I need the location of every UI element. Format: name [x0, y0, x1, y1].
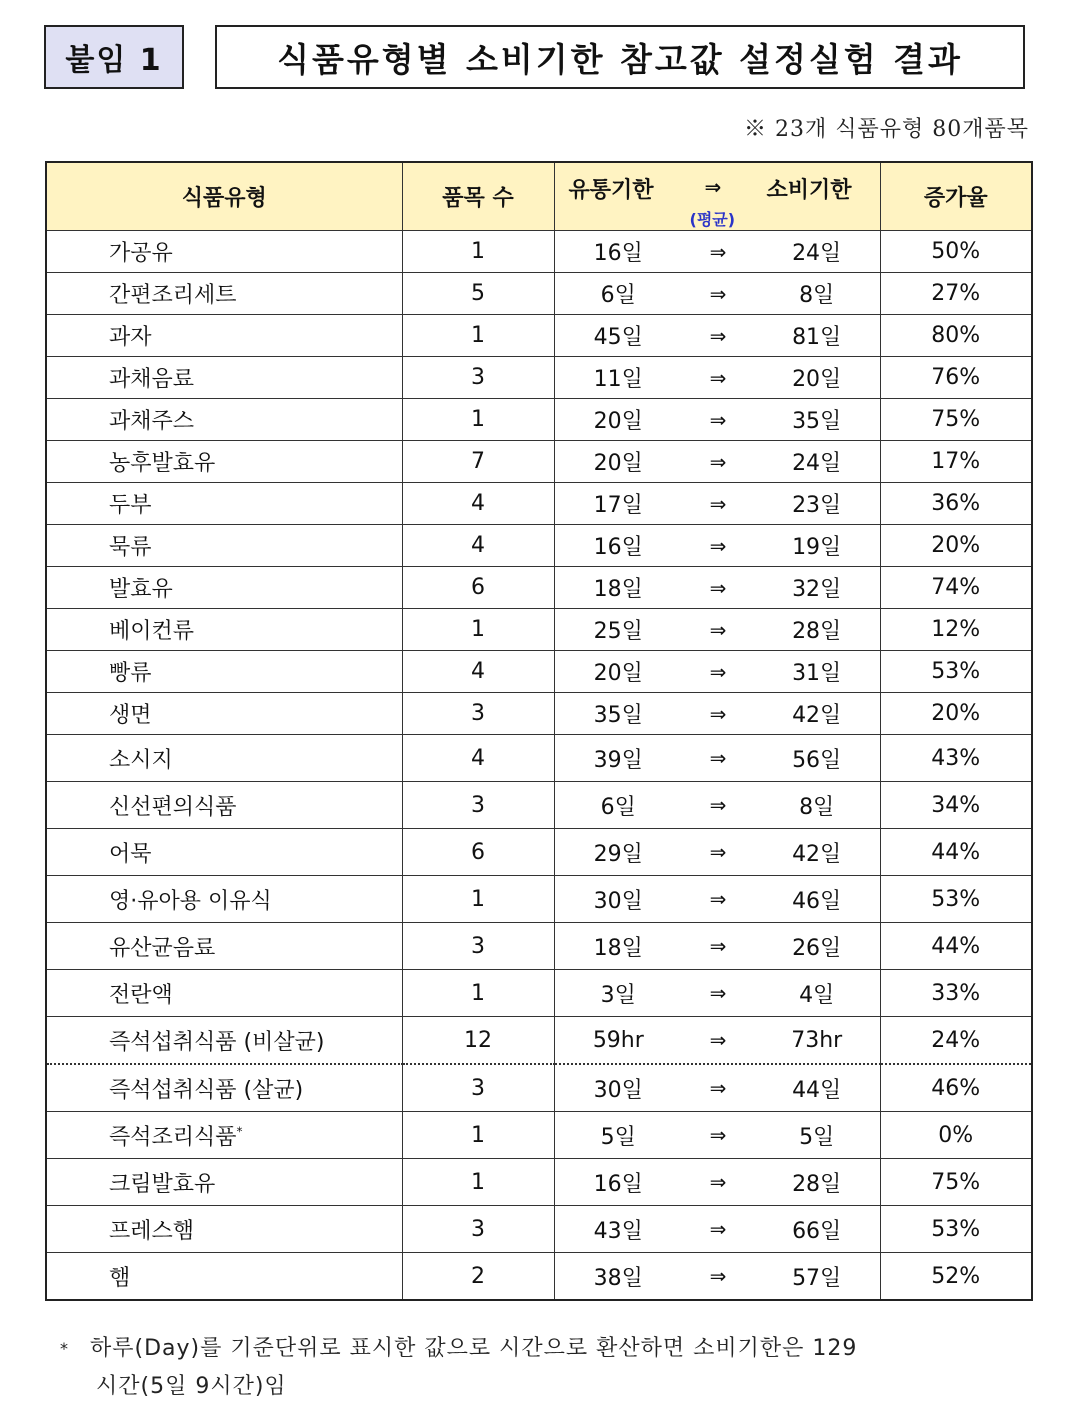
- cell-item-count: 3: [402, 357, 554, 399]
- cell-food-type: [46, 315, 402, 357]
- cell-item-count: 4: [402, 735, 554, 782]
- arrow-icon: ⇒: [709, 1028, 727, 1052]
- results-table: [45, 161, 1033, 1301]
- arrow-icon: ⇒: [709, 617, 727, 642]
- table-row: [46, 1017, 1032, 1065]
- table-row: [46, 525, 1032, 567]
- header-period: [554, 162, 880, 231]
- table-row: [46, 315, 1032, 357]
- table-row: [46, 970, 1032, 1017]
- cell-increase-rate: 53%: [880, 1206, 1032, 1253]
- cell-food-type: [46, 441, 402, 483]
- cell-expiration: 20일: [593, 451, 643, 476]
- cell-period: [554, 525, 880, 567]
- cell-expiration: 39일: [593, 747, 643, 773]
- cell-increase-rate: 53%: [880, 651, 1032, 693]
- arrow-icon: ⇒: [709, 981, 727, 1005]
- header-item-count: 품목 수: [402, 162, 554, 231]
- cell-expiration: 16일: [593, 1171, 643, 1197]
- cell-food-type: [46, 399, 402, 441]
- cell-period: [554, 441, 880, 483]
- cell-use-by: 8일: [799, 794, 835, 820]
- cell-expiration: 6일: [600, 794, 636, 820]
- cell-food-type: [46, 1064, 402, 1112]
- cell-expiration: 17일: [593, 493, 643, 518]
- cell-expiration: 29일: [593, 841, 643, 867]
- arrow-icon: ⇒: [709, 407, 727, 432]
- cell-increase-rate: 33%: [880, 970, 1032, 1017]
- table-row: [46, 231, 1032, 273]
- cell-use-by: 42일: [792, 841, 842, 867]
- table-row: [46, 1064, 1032, 1112]
- arrow-icon: ⇒: [709, 575, 727, 600]
- table-row: [46, 441, 1032, 483]
- cell-food-type-text: 프레스햄: [109, 1218, 195, 1244]
- table-row: [46, 829, 1032, 876]
- cell-item-count: 1: [402, 1112, 554, 1159]
- cell-use-by: 81일: [792, 325, 842, 350]
- cell-expiration: 20일: [593, 409, 643, 434]
- arrow-icon: ⇒: [709, 449, 727, 474]
- cell-item-count: 3: [402, 1206, 554, 1253]
- cell-item-count: 2: [402, 1253, 554, 1301]
- cell-increase-rate: 27%: [880, 273, 1032, 315]
- cell-period: [554, 567, 880, 609]
- cell-food-type-text: 즉석섭취식품 (살균): [109, 1077, 304, 1103]
- table-row: [46, 609, 1032, 651]
- table-row: [46, 1206, 1032, 1253]
- cell-expiration: 30일: [593, 1077, 643, 1103]
- arrow-icon: ⇒: [709, 1123, 727, 1147]
- cell-expiration: 25일: [593, 619, 643, 644]
- cell-food-type: [46, 525, 402, 567]
- cell-increase-rate: 44%: [880, 923, 1032, 970]
- table-row: [46, 1112, 1032, 1159]
- cell-use-by: 20일: [792, 367, 842, 392]
- cell-period: [554, 315, 880, 357]
- cell-period: [554, 693, 880, 735]
- cell-expiration: 30일: [593, 888, 643, 914]
- header-use-by-date: 소비기한: [766, 178, 852, 203]
- header-expiration-date: 유통기한: [568, 178, 654, 203]
- arrow-icon: ⇒: [709, 533, 727, 558]
- cell-food-type: [46, 829, 402, 876]
- table-row: [46, 693, 1032, 735]
- cell-food-type: [46, 567, 402, 609]
- cell-use-by: 42일: [792, 703, 842, 728]
- cell-use-by: 44일: [792, 1077, 842, 1103]
- cell-use-by: 28일: [792, 619, 842, 644]
- table-header-row: [46, 162, 1032, 231]
- cell-food-type: [46, 970, 402, 1017]
- cell-expiration: 3일: [600, 982, 636, 1008]
- cell-food-type: [46, 483, 402, 525]
- cell-expiration: 18일: [593, 577, 643, 602]
- cell-food-type: [46, 923, 402, 970]
- arrow-icon: ⇒: [709, 1170, 727, 1194]
- arrow-icon: ⇒: [709, 1264, 727, 1288]
- cell-expiration: 18일: [593, 935, 643, 961]
- cell-item-count: 5: [402, 273, 554, 315]
- table-row: [46, 483, 1032, 525]
- table-row: [46, 876, 1032, 923]
- cell-use-by: 19일: [792, 535, 842, 560]
- table-row: [46, 357, 1032, 399]
- cell-food-type: [46, 693, 402, 735]
- cell-food-type-text: 묵류: [109, 535, 152, 560]
- cell-food-type: [46, 651, 402, 693]
- header-increase-rate: 증가율: [880, 162, 1032, 231]
- cell-food-type-text: 베이컨류: [109, 619, 195, 644]
- cell-period: [554, 273, 880, 315]
- cell-period: [554, 1253, 880, 1301]
- summary-note: ※ 23개 식품유형 80개품목: [744, 117, 1029, 142]
- cell-food-type: [46, 1017, 402, 1065]
- cell-use-by: 57일: [792, 1265, 842, 1291]
- cell-increase-rate: 46%: [880, 1064, 1032, 1112]
- cell-use-by: 56일: [792, 747, 842, 773]
- cell-period: [554, 829, 880, 876]
- cell-expiration: 6일: [600, 283, 636, 308]
- footnote-line-2: 시간(5일 9시간)임: [96, 1374, 287, 1399]
- arrow-icon: ⇒: [709, 701, 727, 726]
- arrow-icon: ⇒: [709, 840, 727, 864]
- cell-increase-rate: 74%: [880, 567, 1032, 609]
- cell-food-type-text: 간편조리세트: [109, 283, 237, 308]
- cell-item-count: 4: [402, 525, 554, 567]
- cell-period: [554, 1017, 880, 1065]
- cell-expiration: 43일: [593, 1218, 643, 1244]
- cell-period: [554, 1159, 880, 1206]
- cell-increase-rate: 34%: [880, 782, 1032, 829]
- table-row: [46, 735, 1032, 782]
- cell-increase-rate: 20%: [880, 525, 1032, 567]
- arrow-icon: ⇒: [709, 934, 727, 958]
- cell-use-by: 4일: [799, 982, 835, 1008]
- cell-increase-rate: 50%: [880, 231, 1032, 273]
- cell-food-type-text: 과자: [109, 325, 152, 350]
- cell-food-type: [46, 231, 402, 273]
- cell-food-type-text: 생면: [109, 703, 152, 728]
- cell-increase-rate: 43%: [880, 735, 1032, 782]
- cell-period: [554, 923, 880, 970]
- cell-food-type-text: 과채주스: [109, 409, 195, 434]
- cell-period: [554, 1206, 880, 1253]
- cell-use-by: 26일: [792, 935, 842, 961]
- cell-food-type: [46, 1159, 402, 1206]
- cell-use-by: 8일: [799, 283, 835, 308]
- cell-increase-rate: 0%: [880, 1112, 1032, 1159]
- cell-use-by: 23일: [792, 493, 842, 518]
- cell-food-type-text: 어묵: [109, 841, 152, 867]
- table-row: [46, 1159, 1032, 1206]
- cell-period: [554, 399, 880, 441]
- header-food-type: 식품유형: [46, 162, 402, 231]
- cell-increase-rate: 24%: [880, 1017, 1032, 1065]
- document-title: 식품유형별 소비기한 참고값 설정실험 결과: [215, 25, 1025, 89]
- cell-use-by: 35일: [792, 409, 842, 434]
- cell-food-type: [46, 1112, 402, 1159]
- table-row: [46, 399, 1032, 441]
- table-row: [46, 567, 1032, 609]
- cell-item-count: 1: [402, 876, 554, 923]
- cell-expiration: 5일: [600, 1124, 636, 1150]
- cell-use-by: 24일: [792, 451, 842, 476]
- cell-expiration: 20일: [593, 661, 643, 686]
- cell-expiration: 16일: [593, 241, 643, 266]
- cell-period: [554, 970, 880, 1017]
- cell-food-type-text: 유산균음료: [109, 935, 216, 961]
- arrow-icon: ⇒: [709, 659, 727, 684]
- cell-expiration: 38일: [593, 1265, 643, 1291]
- cell-increase-rate: 75%: [880, 1159, 1032, 1206]
- cell-expiration: 59hr: [592, 1027, 644, 1053]
- cell-use-by: 73hr: [791, 1027, 843, 1053]
- cell-increase-rate: 36%: [880, 483, 1032, 525]
- cell-item-count: 4: [402, 483, 554, 525]
- arrow-icon: ⇒: [709, 1217, 727, 1241]
- table-row: [46, 273, 1032, 315]
- header-average-note: (평균): [689, 210, 736, 229]
- cell-use-by: 46일: [792, 888, 842, 914]
- cell-expiration: 45일: [593, 325, 643, 350]
- cell-food-type: [46, 357, 402, 399]
- cell-period: [554, 782, 880, 829]
- cell-expiration: 16일: [593, 535, 643, 560]
- cell-food-type-text: 농후발효유: [109, 451, 216, 476]
- arrow-icon: ⇒: [709, 1076, 727, 1100]
- arrow-icon: ⇒: [709, 746, 727, 770]
- cell-item-count: 4: [402, 651, 554, 693]
- cell-period: [554, 1064, 880, 1112]
- table-row: [46, 651, 1032, 693]
- cell-food-type: [46, 1253, 402, 1301]
- cell-period: [554, 735, 880, 782]
- appendix-badge: 붙임 1: [44, 25, 184, 89]
- arrow-icon: ⇒: [709, 365, 727, 390]
- arrow-icon: ⇒: [709, 793, 727, 817]
- cell-food-type: [46, 1206, 402, 1253]
- cell-increase-rate: 53%: [880, 876, 1032, 923]
- cell-item-count: 7: [402, 441, 554, 483]
- cell-food-type-text: 햄: [109, 1265, 131, 1291]
- cell-period: [554, 609, 880, 651]
- cell-food-type: [46, 273, 402, 315]
- cell-period: [554, 876, 880, 923]
- cell-expiration: 35일: [593, 703, 643, 728]
- cell-item-count: 6: [402, 829, 554, 876]
- cell-food-type-text: 발효유: [109, 577, 173, 602]
- cell-increase-rate: 20%: [880, 693, 1032, 735]
- arrow-icon: ⇒: [709, 323, 727, 348]
- cell-use-by: 5일: [799, 1124, 835, 1150]
- table-row: [46, 923, 1032, 970]
- footnote-line-1: 하루(Day)를 기준단위로 표시한 값으로 시간으로 환산하면 소비기한은 129: [90, 1336, 858, 1361]
- cell-food-type-text: 즉석조리식품: [109, 1124, 237, 1150]
- cell-food-type-text: 과채음료: [109, 367, 195, 392]
- cell-increase-rate: 75%: [880, 399, 1032, 441]
- arrow-icon: ⇒: [709, 239, 727, 264]
- cell-food-type-text: 영·유아용 이유식: [109, 888, 272, 914]
- cell-food-type-text: 소시지: [109, 747, 173, 773]
- cell-increase-rate: 80%: [880, 315, 1032, 357]
- cell-food-type-text: 두부: [109, 493, 152, 518]
- cell-item-count: 1: [402, 609, 554, 651]
- cell-use-by: 66일: [792, 1218, 842, 1244]
- cell-period: [554, 483, 880, 525]
- cell-period: [554, 1112, 880, 1159]
- cell-food-type-text: 즉석섭취식품 (비살균): [109, 1029, 325, 1055]
- arrow-icon: ⇒: [709, 281, 727, 306]
- cell-item-count: 3: [402, 1064, 554, 1112]
- cell-use-by: 31일: [792, 661, 842, 686]
- cell-increase-rate: 17%: [880, 441, 1032, 483]
- cell-item-count: 1: [402, 1159, 554, 1206]
- cell-food-type-text: 크림발효유: [109, 1171, 216, 1197]
- cell-use-by: 28일: [792, 1171, 842, 1197]
- cell-item-count: 1: [402, 231, 554, 273]
- cell-food-type-text: 빵류: [109, 661, 152, 686]
- cell-food-type-text: 전란액: [109, 982, 173, 1008]
- footnote-mark: *: [60, 1339, 69, 1358]
- cell-food-type-text: 신선편의식품: [109, 794, 237, 820]
- cell-expiration: 11일: [593, 367, 643, 392]
- cell-item-count: 12: [402, 1017, 554, 1065]
- cell-period: [554, 231, 880, 273]
- cell-period: [554, 651, 880, 693]
- footnote: [60, 1330, 1035, 1406]
- cell-increase-rate: 44%: [880, 829, 1032, 876]
- cell-increase-rate: 12%: [880, 609, 1032, 651]
- table-row: [46, 1253, 1032, 1301]
- table-row: [46, 782, 1032, 829]
- cell-type-mark: *: [236, 1124, 243, 1139]
- cell-increase-rate: 52%: [880, 1253, 1032, 1301]
- arrow-icon: ⇒: [709, 887, 727, 911]
- cell-item-count: 3: [402, 923, 554, 970]
- cell-increase-rate: 76%: [880, 357, 1032, 399]
- cell-period: [554, 357, 880, 399]
- cell-food-type: [46, 609, 402, 651]
- cell-food-type-text: 가공유: [109, 241, 173, 266]
- cell-item-count: 3: [402, 782, 554, 829]
- cell-use-by: 24일: [792, 241, 842, 266]
- cell-item-count: 6: [402, 567, 554, 609]
- cell-food-type: [46, 876, 402, 923]
- cell-item-count: 3: [402, 693, 554, 735]
- cell-food-type: [46, 782, 402, 829]
- cell-item-count: 1: [402, 970, 554, 1017]
- cell-food-type: [46, 735, 402, 782]
- cell-use-by: 32일: [792, 577, 842, 602]
- cell-item-count: 1: [402, 315, 554, 357]
- header-arrow-icon: ⇒: [704, 175, 722, 199]
- arrow-icon: ⇒: [709, 491, 727, 516]
- cell-item-count: 1: [402, 399, 554, 441]
